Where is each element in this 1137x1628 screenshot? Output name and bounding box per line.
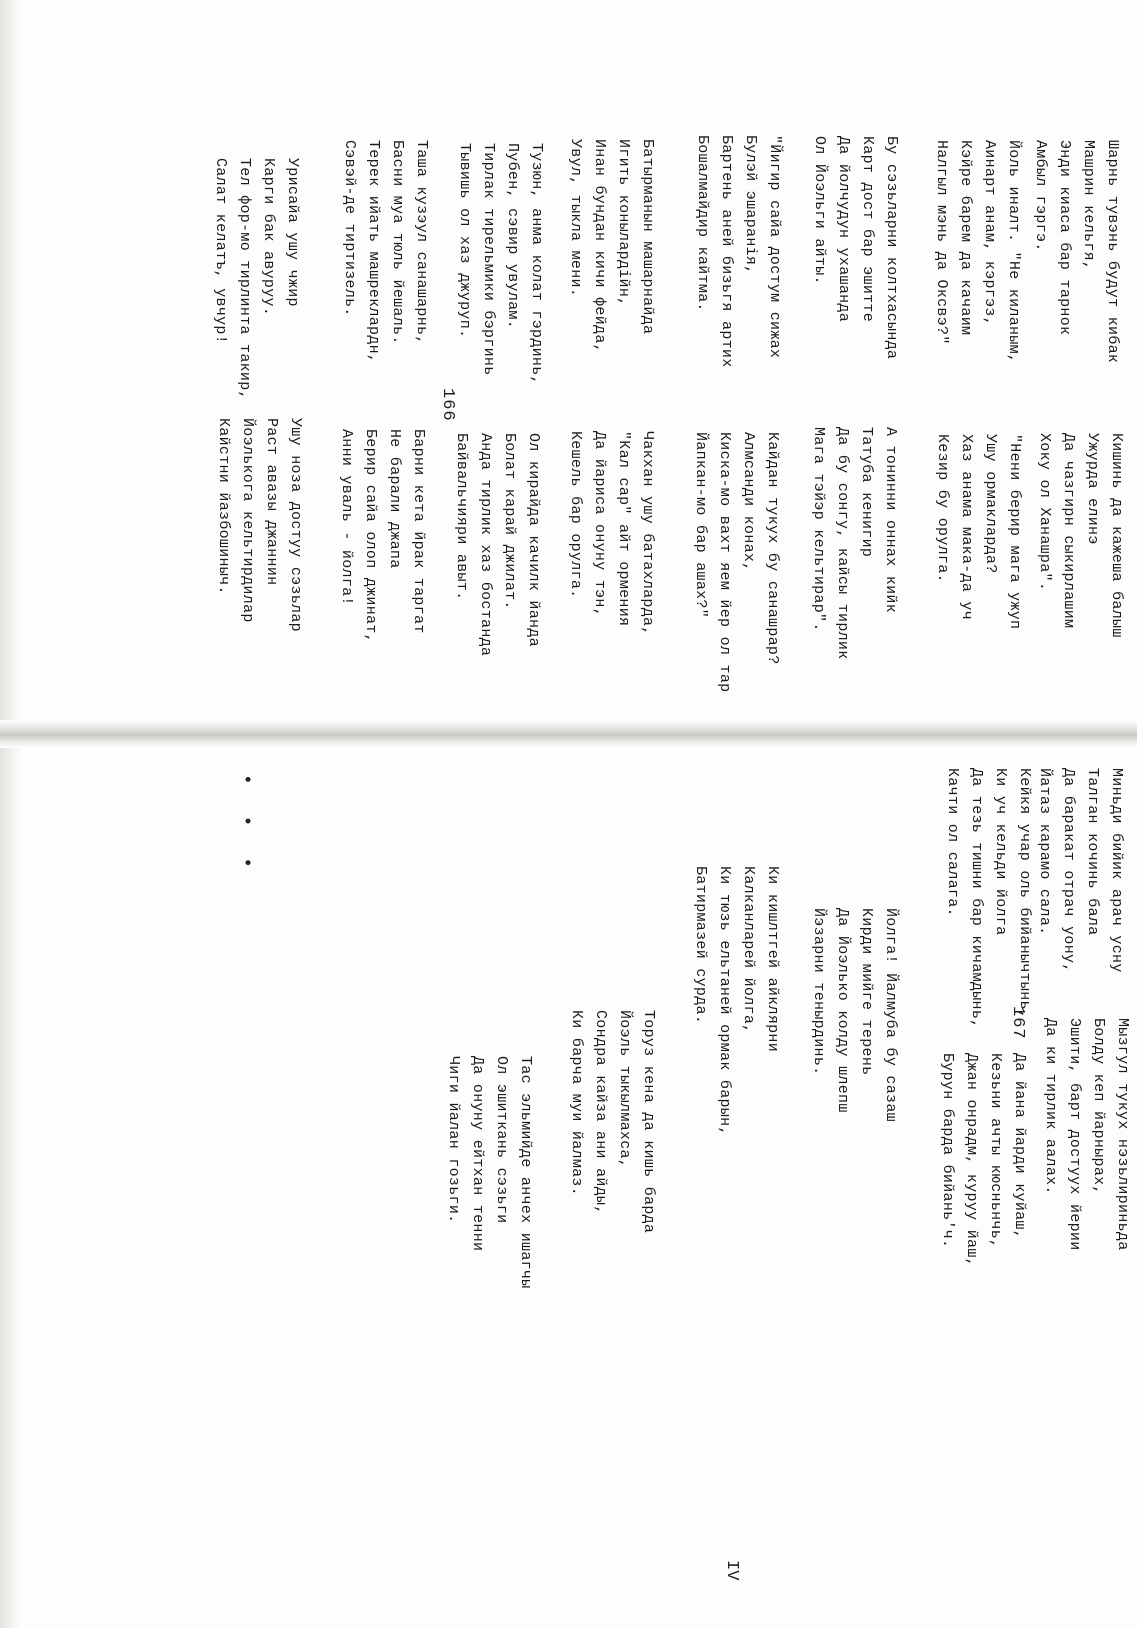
verse-line: Кайдан тукух бу санашрар? [764,432,781,665]
verse-line: Тирлак тирельмики бэргинь [480,143,497,376]
page-number-167: 167 [1008,1006,1027,1040]
verse-line: Талган кочинь бала [1084,768,1101,936]
ending-marks: • • • [236,774,256,879]
verse-line: Йоль иналт. "Не киланым, [1005,140,1022,364]
verse-line: Йатаз карамо сала. [1036,768,1053,936]
page-number-166: 166 [438,388,457,422]
stanza [449,433,545,656]
stanza [806,427,902,660]
verse-line: Мызгул тукух нэзьлириньда [1114,1018,1131,1251]
verse-line: Ужурда елинэ [1084,433,1101,545]
verse-line: Терек ийать машреклардн, [365,140,382,364]
verse-line: Да йана йарди куйаш, [1011,1053,1028,1240]
verse-line: Батырманын машарнайда [639,139,656,335]
verse-line: Кирди мийге терень [858,908,875,1076]
verse-line: Хаз анама мака-да уч [958,434,975,621]
verse-line: Да баракат отрач уону, [1060,768,1077,973]
verse-line: Кешель бар орулга. [567,431,584,599]
page-167 [0,748,1137,1628]
verse-line: Хоку ол Ханашра". [1036,433,1053,592]
verse-line: Тел фор-мо тирлинта такир, [236,158,253,400]
stanza [441,1056,537,1289]
verse-line: Ушу ноза достуу сэзьлар [287,418,304,632]
verse-line: Не барали джапа [386,429,403,569]
verse-line: Тузюн, анма колат гэрдинь, [528,143,545,385]
page-fold [0,720,1137,748]
verse-line: Анда тирлик хаз бостанда [477,433,494,657]
page-166 [0,0,1137,720]
stanza [690,135,786,368]
verse-line: Качти ол салага. [944,768,961,917]
verse-line: Кишинь да кажеша балыш [1108,433,1125,638]
stanza [563,431,659,636]
verse-line: Болду кеп йарнырах, [1090,1018,1107,1195]
verse-line: Анни уваль - йолга! [338,429,355,606]
verse-line: Да Йоэлько колду шлепш [834,908,851,1113]
verse-line: Да тезь тишни бар кичамдынь, [968,768,985,1029]
verse-line: Бартень аней бизьгя артих [718,135,735,368]
verse-line: Алмсанди конах, [740,432,757,572]
verse-line: Байвальчияри авыт. [453,433,470,601]
verse-line: Инан бундан кичи фейда, [591,139,608,353]
verse-line: Чиги йалан гозьги. [445,1056,462,1224]
verse-line: Миньди бийик арач усну [1108,768,1125,973]
verse-line: Сондра кайза ани айды, [592,1010,609,1215]
verse-line: Да бу сонгу, кайсы тирлик [834,427,851,660]
stanza [564,1010,660,1233]
verse-line: Эшити, барт достуух йерии [1066,1018,1083,1251]
stanza [334,429,430,643]
verse-line: Калканларей йолга, [740,866,757,1034]
verse-line: Ол Йоэльги айты. [811,136,828,285]
verse-line: Бошалмайдир кайтма. [694,135,711,312]
verse-line: Бу сэзьларни колтхасында [883,136,900,360]
verse-line: Татуба кенигир [858,427,875,558]
verse-line: Киска-мо вахт яем йер ол тар [716,432,733,693]
stanza [1038,1018,1134,1251]
verse-line: Аинарт анам, кэргэз, [981,140,998,327]
stanza [688,866,784,1136]
verse-line: Таша кузэул санашарнь, [413,140,430,345]
stanza [563,139,659,353]
stanza [1028,140,1124,363]
verse-line: Йэзарни тенырдинь. [810,908,827,1076]
verse-line: Йоэль тыкылмахса, [616,1010,633,1169]
verse-line: Ки тюзь ельтаней ормак барын, [716,866,733,1136]
verse-line: Кайстни йазбошиныч. [215,418,232,595]
verse-line: Мага тэйэр кельтирар". [810,427,827,632]
verse-line: Пубен, сэвир увулам. [504,143,521,330]
verse-line: Карги бак авуруу. [260,158,277,317]
verse-line: Салат келатъ, увчур! [212,158,229,345]
verse-line: Йапкан-мо бар ашах?" [692,432,709,619]
verse-line: Да йариса онуну тэн, [591,431,608,618]
verse-line: Йолга! Йалмуба бу сазаш [882,908,899,1122]
verse-line: Раст авазы джаннин [263,418,280,586]
verse-line: "Нени берир мага ужуп [1006,434,1023,630]
verse-line: Карт дост бар эшитте [859,136,876,323]
verse-line: Да чазгирн сыкирлашим [1060,433,1077,629]
verse-line: Ушу ормакларда? [982,434,999,574]
stanza [211,418,307,632]
verse-line: Барни кета йрак таргат [410,429,427,634]
verse-line: Увул, тыкла мени. [567,139,584,298]
verse-line: Тас эльмийде анчех ишагчы [517,1056,534,1289]
verse-line: Булэй эшаранія, [742,135,759,275]
verse-line: Торуз кена да кишь барда [640,1010,657,1234]
stanza [337,140,433,363]
verse-line: Кезир бу орулга. [934,434,951,583]
stanza [935,1053,1031,1267]
verse-line: Болат карай джилат. [501,433,518,610]
verse-line: Да йолчудун ухашанда [835,136,852,323]
verse-line: Чакхан ушу батахларда, [639,431,656,636]
stanza [930,434,1026,629]
verse-line: Джан онрадм, куруу йаш, [963,1053,980,1267]
verse-line: Бурун барда бийань'ч. [939,1053,956,1249]
verse-line: Ки кишлтгей айклярни [764,866,781,1053]
verse-line: Урисайа ушу чжир [284,158,301,307]
stanza [807,136,903,359]
verse-line: Кезьни ачты кюсньнчь, [987,1053,1004,1249]
verse-line: Амбыл гэргэ. [1032,140,1049,252]
stanza [1032,433,1128,638]
verse-line: Тывишь ол хаз джуруп. [456,143,473,339]
stanza [806,908,902,1122]
stanza [688,432,784,692]
verse-line: Игить конылардійн, [615,139,632,307]
verse-line: "Йигир сайа достум сижах [766,135,783,359]
verse-line: А тонинни оннах кийк [882,427,899,614]
stanza [1032,768,1128,973]
verse-line: Машрин кельгя, [1080,140,1097,271]
verse-line: Ол кирайда качилк йанда [525,433,542,647]
stanza [452,143,548,385]
verse-line: Ол эшиткань сэзьги [493,1056,510,1224]
verse-line: "Кал сар" айт ормения [615,431,632,627]
verse-line: Берир сайа олоп джинат, [362,429,379,643]
verse-line: Басни муа тюль йешаль. [389,140,406,345]
stanza [940,768,1036,1028]
section-numeral: IV [722,1560,741,1581]
verse-line: Кэйре барем да качаим [957,140,974,336]
verse-line: Да онуну ейтхан тенни [469,1056,486,1252]
verse-line: Энди киаса бар тарнок [1056,140,1073,336]
verse-line: Ки барча муи йалмаз. [568,1010,585,1197]
verse-line: Кейкя учар оль бийанычтынь, [1016,768,1033,1020]
verse-line: Да ки тирлик аалах. [1042,1018,1059,1195]
verse-line: Ки уч кельди йолга [992,768,1009,936]
verse-line: Батирмазей сурда. [692,866,709,1025]
verse-line: Налгыл мэнь да Оксвэ?" [933,140,950,345]
verse-line: Шарнь тувэнь будут кибак [1104,140,1121,364]
verse-line: Йоэлькога кельтирдилар [239,418,256,623]
stanza [208,158,304,400]
verse-line: Сэвэй-де тиртизель. [341,140,358,317]
stanza [929,140,1025,363]
